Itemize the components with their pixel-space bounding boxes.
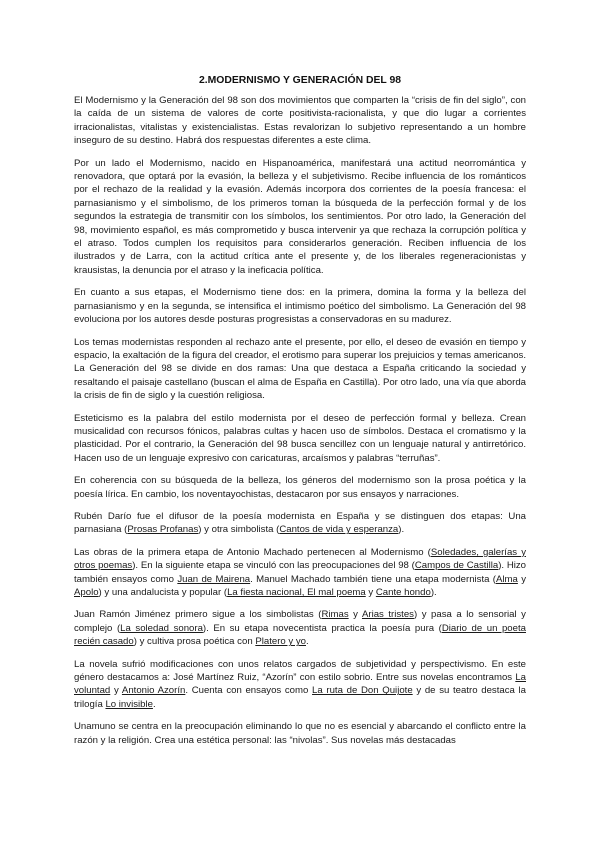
work-title: La ruta de Don Quijote: [312, 685, 413, 697]
work-title: Cantos de vida y esperanza: [279, 524, 399, 536]
page-title: 2.MODERNISMO Y GENERACIÓN DEL 98: [198, 75, 402, 86]
paragraph: [74, 510, 526, 537]
paragraph: [74, 286, 526, 326]
text-run: . Manuel Machado también tiene una etapa modernista (: [250, 573, 497, 585]
work-title: Diario de un poeta recién casado: [74, 622, 526, 648]
text-run: .: [306, 636, 309, 648]
work-title: Platero y yo: [255, 636, 306, 648]
text-run: En coherencia con su búsqueda de la belleza, los géneros del modernismo son la prosa poética y la poesía lírica. En cambio, los noventayochistas, destacaron por sus ensayos y narraciones.: [74, 475, 526, 500]
work-title: La soledad sonora: [120, 622, 203, 634]
paragraph-list: [74, 94, 526, 747]
text-run: Los temas modernistas responden al rechazo ante el presente, por ello, el deseo de evasión en tiempo y espacio, la exaltación de la figura del creador, el erotismo para superar los prejuicios y temas americanos. La Generación del 98 se divide en dos ramas: Una que destaca a España criticando la sociedad y resaltando el paisaje castellano (buscan el alma de España en Castilla). Por otro lado, una vía que aborda la crisis de fin de siglo y la cuestión religiosa.: [74, 336, 526, 402]
paragraph: [74, 157, 526, 278]
work-title: Rimas: [321, 609, 349, 621]
work-title: La fiesta nacional, El mal poema: [227, 587, 366, 598]
text-run: En cuanto a sus etapas, el Modernismo tiene dos: en la primera, domina la forma y la belleza del parnasianismo y en la segunda, se intensifica el intimismo poético del simbolismo. La Generación del 98 evoluciona por los autores desde posturas progresistas a conservadoras en su madurez.: [74, 287, 526, 326]
work-title: La voluntad: [74, 672, 526, 697]
work-title: Soledades, galerías y otros poemas: [74, 546, 526, 572]
text-run: El Modernismo y la Generación del 98 son dos movimientos que comparten la “crisis de fin del siglo”, con la caída de un sistema de valores de corte positivista-racionalista, y que dio lugar a corrientes irracionalistas, vitalistas y existencialistas. Estas revalorizan lo subjetivo representando a un hombre inseguro de su destino. Habrá dos respuestas diferentes a este clima.: [74, 95, 526, 147]
work-title: Cante hondo: [375, 587, 431, 598]
text-run: ) y pasa a lo sensorial y complejo (: [74, 609, 526, 634]
paragraph: [74, 94, 526, 148]
text-run: y: [517, 573, 527, 585]
text-run: .: [152, 698, 156, 710]
text-run: y: [110, 685, 122, 697]
paragraph: [74, 412, 526, 466]
work-title: Arias tristes: [361, 609, 414, 621]
text-run: Unamuno se centra en la preocupación eliminando lo que no es esencial y abarcando el conflicto entre la razón y la religión. Crea una estética personal: las “nivolas”. Sus novelas más destacadas: [74, 721, 526, 746]
work-title: Antonio Azorín: [121, 685, 186, 697]
paragraph: [74, 546, 526, 600]
paragraph: [74, 608, 526, 648]
paragraph: [74, 658, 526, 712]
text-run: . Cuenta con ensayos como: [185, 685, 313, 697]
text-run: y: [365, 587, 376, 598]
text-run: Las obras de la primera etapa de Antonio Machado pertenecen al Modernismo (: [74, 546, 431, 558]
text-run: ) y una andalucista y popular (: [98, 587, 228, 598]
text-run: Esteticismo es la palabra del estilo modernista por el deseo de perfección formal y belleza. Crean musicalidad con recursos fónicos, palabras cultas y hacen uso de símbolos. Destaca el cromatismo y la plasticidad. Por el contrario, la Generación del 98 busca sencillez con un lenguaje natural y antirretórico. Hacen uso de un lenguaje expresivo con caricaturas, arcaísmos y palabras “terruñas”.: [74, 412, 526, 464]
text-run: ) y otra simbolista (: [198, 524, 280, 536]
paragraph: [74, 720, 526, 747]
work-title: Campos de Castilla: [414, 560, 499, 572]
work-title: Prosas Profanas: [127, 524, 199, 536]
text-run: ). En su etapa novecentista practica la poesía pura (: [202, 622, 442, 634]
paragraph: [74, 336, 526, 403]
text-run: ) y cultiva prosa poética con: [133, 636, 256, 648]
text-run: y de su teatro destaca la trilogía: [74, 685, 526, 710]
paragraph: [74, 474, 526, 501]
text-run: ).: [430, 587, 437, 598]
text-run: Juan Ramón Jiménez primero sigue a los simbolistas (: [74, 609, 322, 621]
text-run: ).: [398, 524, 405, 536]
text-run: Por un lado el Modernismo, nacido en Hispanoamérica, manifestará una actitud neorromántica y renovadora, que optará por la evasión, la belleza y el subjetivismo. Recibe influencia de los románticos por el rechazo de la realidad y la evasión. Además incorpora dos corrientes de la poesía francesa: el parnasianismo y el simbolismo, de los primeros toman la búsqueda de la perfección formal y de los segundos la estrategia de transmitir con los símbolos, los sentimientos. Por otro lado, la Generación del 98, movimiento español, es más comprometido y busca intervenir ya que rechaza la corrupción política y el atraso. Todos cumplen los requisitos para considerarlos generación. Reciben influencia de los ilustrados y de Larra, con la actitud crítica ante el presente y, de los liberales regeneracionistas y krausistas, la denuncia por el atraso y la ineficacia política.: [74, 157, 526, 276]
text-run: Rubén Darío fue el difusor de la poesía modernista en España y se distinguen dos etapas: Una parnasiana (: [74, 510, 526, 536]
text-run: La novela sufrió modificaciones con unos relatos cargados de subjetividad y perspectivismo. En este género destacamos a: José Martínez Ruiz, “Azorín” con estilo sobrio. Entre sus novelas encontramos: [74, 658, 526, 684]
text-run: ). Hizo también ensayos como: [74, 560, 527, 585]
work-title: Lo invisible: [105, 698, 153, 710]
work-title: Apolo: [74, 587, 99, 598]
text-run: y: [348, 609, 362, 621]
work-title: Juan de Mairena: [177, 573, 251, 585]
text-run: ). En la siguiente etapa se vinculó con las preocupaciones del 98 (: [132, 560, 415, 572]
document-body: [74, 74, 526, 756]
work-title: Alma: [496, 573, 518, 585]
